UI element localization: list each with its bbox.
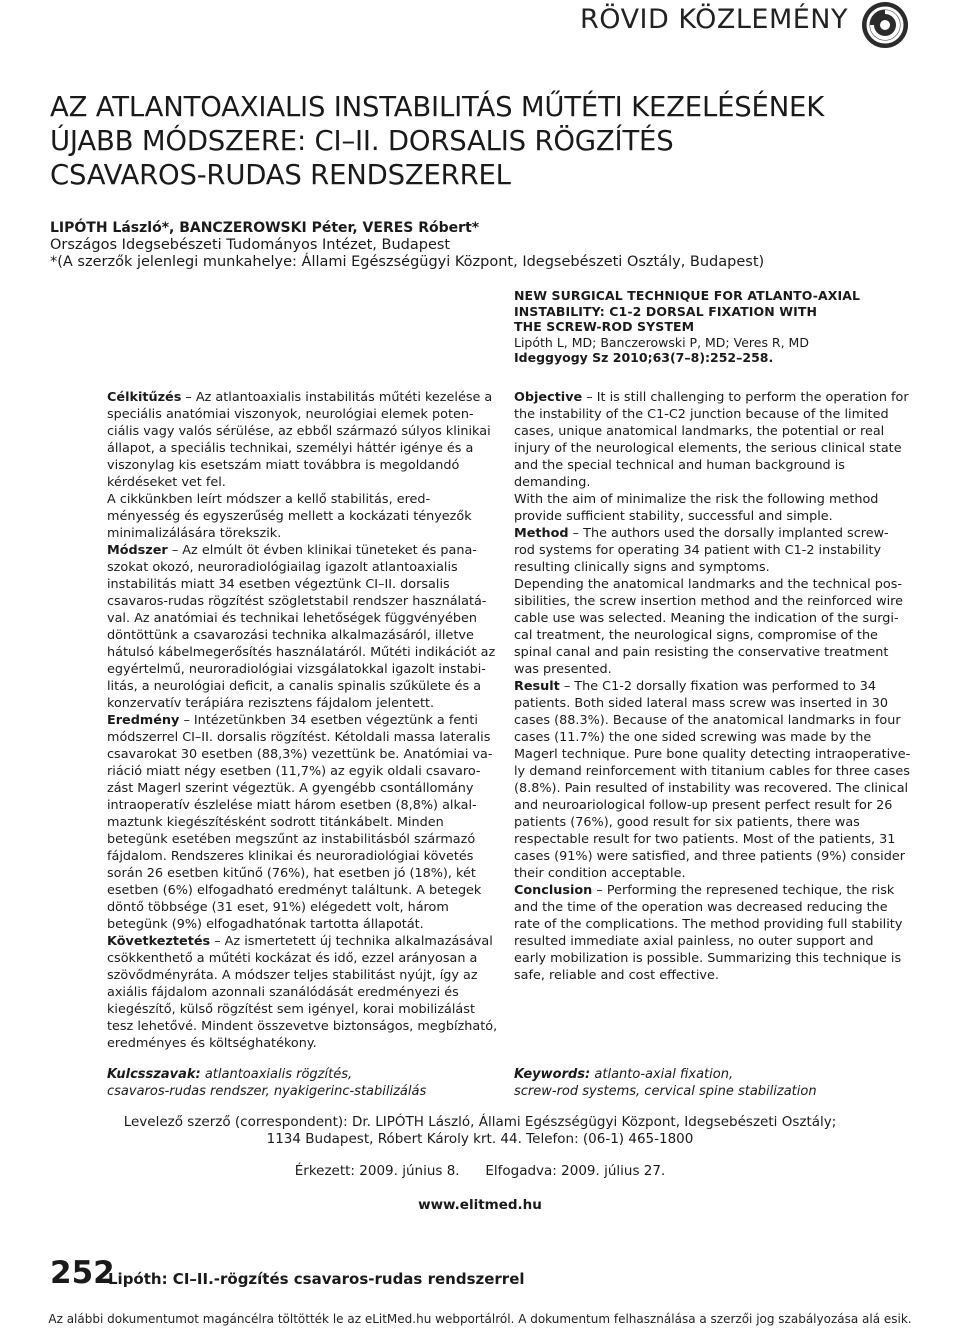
article-title	[50, 90, 910, 192]
author-names: LIPÓTH László*, BANCZEROWSKI Péter, VERES Róbert*	[50, 220, 480, 236]
received-date: Érkezett: 2009. június 8.	[294, 1163, 460, 1179]
abstract-line: (8.8%). Pain resulted of instability was recovered. The clinical	[514, 781, 909, 796]
abstract-line: során 26 esetben kitűnő (76%), hat esetben jó (18%), két	[107, 866, 476, 881]
abstract-line-row	[514, 389, 909, 406]
abstract-line: was presented.	[514, 662, 612, 677]
abstract-line-row	[107, 933, 493, 950]
abstract-line: instabilitás miatt 34 esetben végeztünk CI–II. dorsalis	[107, 577, 450, 592]
keywords-english	[514, 1066, 817, 1100]
abstract-section-label: Objective	[514, 390, 583, 405]
keywords-text: atlanto-axial fixation,	[594, 1067, 734, 1082]
abstract-paragraph	[514, 491, 899, 525]
abstract-line: módszerrel CI–II. dorsalis rögzítést. Kétoldali massa lateralis	[107, 730, 491, 745]
english-authors: Lipóth L, MD; Banczerowski P, MD; Veres R, MD	[514, 334, 809, 350]
english-title-block	[514, 288, 914, 366]
abstract-line: ciális vagy valós sérülése, az ebből származó súlyos klinikai	[107, 424, 491, 439]
abstract-line: their condition acceptable.	[514, 866, 686, 881]
abstract-line: egyértelmű, neuroradiológiai vizsgálatokkal igazolt instabi-	[107, 662, 486, 677]
download-notice: Az alábbi dokumentumot magáncélra töltötték le az eLitMed.hu webportálról. A dokumentum felhasználása a szerzői jog szabályozása alá esik.	[48, 1312, 912, 1326]
abstract-line: Depending the anatomical landmarks and the technical pos-	[514, 577, 903, 592]
abstract-paragraph	[107, 933, 498, 1052]
abstract-line: cases (11.7%) the one sided screwing was made by the	[514, 730, 872, 745]
keywords-text: screw-rod systems, cervical spine stabilization	[514, 1084, 817, 1099]
section-label: RÖVID KÖZLEMÉNY	[580, 4, 848, 35]
abstract-paragraph	[107, 712, 493, 933]
abstract-line: resulting clinically signs and symptoms.	[514, 560, 770, 575]
keywords-text: atlantoaxialis rögzítés,	[204, 1067, 353, 1082]
abstract-section-label: Módszer	[107, 543, 168, 558]
abstract-line: sibilities, the screw insertion method and the reinforced wire	[514, 594, 903, 609]
abstract-line: and the time of the operation was decreased reducing the	[514, 900, 888, 915]
abstract-line: döntő többsége (31 eset, 91%) elégedett volt, három	[107, 900, 449, 915]
keywords-hungarian	[107, 1066, 426, 1100]
abstract-line: csavarokat 30 esetben (88,3%) vezettünk be. Anatómiai va-	[107, 747, 493, 762]
abstract-line: kiegészítő, külső rögzítést sem igényel, korai mobilizálást	[107, 1002, 475, 1017]
abstract-line: döntöttünk a csavarozási technika alkalmazásáról, illetve	[107, 628, 474, 643]
abstract-line: With the aim of minimalize the risk the following method	[514, 492, 879, 507]
abstract-line: cal treatment, the neurological signs, compromise of the	[514, 628, 878, 643]
abstract-section-label: Következtetés	[107, 934, 211, 949]
abstract-line: – It is still challenging to perform the operation for	[586, 390, 909, 405]
author-affiliation: Országos Idegsebészeti Tudományos Intézet, Budapest	[50, 237, 451, 253]
journal-spiral-logo-icon	[860, 0, 910, 50]
abstract-section-label: Method	[514, 526, 569, 541]
abstract-line: A cikkünkben leírt módszer a kellő stabilitás, ered-	[107, 492, 431, 507]
abstract-line-row	[514, 678, 899, 695]
abstract-line-row	[107, 389, 493, 406]
english-title-line: THE SCREW-ROD SYSTEM	[514, 319, 695, 334]
abstract-line: cases, unique anatomical landmarks, the potential or real	[514, 424, 885, 439]
abstract-section-label: Célkitűzés	[107, 390, 182, 405]
abstract-line: rate of the complications. The method providing full stability	[514, 917, 903, 932]
abstract-line: patients (76%), good result for six patients, there was	[514, 815, 860, 830]
abstract-line: and the special technical and human background is	[514, 458, 845, 473]
abstract-line: csökkenthető a műtéti kockázat és idő, ezzel arányosan a	[107, 951, 478, 966]
abstract-line: – Intézetünkben 34 esetben végeztünk a fenti	[183, 713, 478, 728]
title-line: ÚJABB MÓDSZERE: CI–II. DORSALIS RÖGZÍTÉS	[50, 125, 674, 157]
keywords-text: csavaros-rudas rendszer, nyakigerinc-stabilizálás	[107, 1084, 427, 1099]
abstract-paragraph	[514, 576, 903, 678]
dates	[0, 1163, 960, 1179]
abstract-line: viszonylag kis esetszám miatt továbbra is megoldandó	[107, 458, 460, 473]
abstract-line: patients. Both sided lateral mass screw was inserted in 30	[514, 696, 888, 711]
title-line: AZ ATLANTOAXIALIS INSTABILITÁS MŰTÉTI KEZELÉSÉNEK	[50, 91, 825, 123]
abstract-line: provide sufficient stability, successful and simple.	[514, 509, 833, 524]
abstract-line: – Az atlantoaxialis instabilitás műtéti kezelése a	[185, 390, 493, 405]
abstract-line: the instability of the C1-C2 junction because of the limited	[514, 407, 889, 422]
abstract-line: állapot, a speciális technikai, személyi háttér igénye és a	[107, 441, 474, 456]
abstract-line: litás, a neurológiai deficit, a canalis spinalis szűkülete és a	[107, 679, 482, 694]
abstract-line: esetben (6%) elfogadható eredményt találtunk. A betegek	[107, 883, 482, 898]
abstract-paragraph	[514, 525, 899, 576]
running-title: Lipóth: CI–II.-rögzítés csavaros-rudas rendszerrel	[108, 1270, 525, 1288]
abstract-line: safe, reliable and cost effective.	[514, 968, 719, 983]
abstract-line: konzervatív terápiára rezisztens fájdalom jelentett.	[107, 696, 435, 711]
abstract-line: fájdalom. Rendszeres klinikai és neuroradiológiai követés	[107, 849, 474, 864]
abstract-line: – Performing the represened techique, the risk	[596, 883, 895, 898]
abstract-line: tesz lehetővé. Mindent összevetve biztonságos, megbízható,	[107, 1019, 498, 1034]
abstract-line: val. Az anatómiai és technikai lehetőségek függvényében	[107, 611, 477, 626]
keywords-label: Keywords:	[514, 1067, 591, 1082]
abstract-line: maztunk kiegészítésként sodrott titánkábelt. Minden	[107, 815, 444, 830]
abstract-section-label: Eredmény	[107, 713, 180, 728]
abstract-line: riáció miatt négy esetben (11,7%) az egyik oldali csavaro-	[107, 764, 481, 779]
abstract-line: demanding.	[514, 475, 591, 490]
abstract-paragraph	[514, 389, 909, 491]
title-line: CSAVAROS-RUDAS RENDSZERREL	[50, 159, 511, 191]
abstract-hungarian	[107, 389, 498, 1052]
abstract-line: szövődményráta. A módszer teljes stabilitást nyújt, így az	[107, 968, 478, 983]
abstract-line: – The C1-2 dorsally fixation was performed to 34	[563, 679, 877, 694]
abstract-line: cases (88.3%). Because of the anatomical landmarks in four	[514, 713, 901, 728]
correspondence	[0, 1114, 960, 1148]
website-link[interactable]: www.elitmed.hu	[418, 1197, 542, 1213]
abstract-paragraph	[107, 542, 496, 712]
abstract-english	[514, 389, 911, 984]
accepted-date: Elfogadva: 2009. július 27.	[485, 1163, 666, 1179]
abstract-line: intraoperatív észlelése miatt három esetben (8,8%) alkal-	[107, 798, 477, 813]
abstract-line: zást Magerl szerint végeztük. A gyengébb csontállomány	[107, 781, 474, 796]
abstract-line: axiális fájdalom azonnali szanálódását eredményezi és	[107, 985, 459, 1000]
abstract-line: betegünk esetében megszűnt az instabilitásból származó	[107, 832, 476, 847]
abstract-line: szokat okozó, neuroradiológiailag igazolt atlantoaxialis	[107, 560, 458, 575]
abstract-line: and neuroariological follow-up present perfect result for 26	[514, 798, 893, 813]
abstract-line: – Az ismertetett új technika alkalmazásával	[214, 934, 493, 949]
abstract-line: Magerl technique. Pure bone quality detecting intraoperative-	[514, 747, 911, 762]
abstract-line: kérdéseket vet fel.	[107, 475, 226, 490]
abstract-line-row	[514, 882, 899, 899]
abstract-paragraph	[107, 491, 485, 542]
abstract-line: ly demand reinforcement with titanium cables for three cases	[514, 764, 910, 779]
english-title-line: NEW SURGICAL TECHNIQUE FOR ATLANTO-AXIAL	[514, 288, 861, 303]
abstract-section-label: Conclusion	[514, 883, 593, 898]
abstract-line: injury of the neurological elements, the serious clinical state	[514, 441, 902, 456]
abstract-line-row	[107, 542, 485, 559]
page-number: 252	[50, 1255, 115, 1291]
abstract-section-label: Result	[514, 679, 560, 694]
abstract-line: – The authors used the dorsally implanted screw-	[572, 526, 889, 541]
abstract-line: speciális anatómiai viszonyok, neurológiai elemek poten-	[107, 407, 474, 422]
abstract-line-row	[514, 525, 899, 542]
abstract-line: spinal canal and pain resisting the conservative treatment	[514, 645, 889, 660]
keywords-label: Kulcsszavak:	[107, 1067, 201, 1082]
abstract-line: csavaros-rudas rögzítést szögletstabil rendszer használatá-	[107, 594, 487, 609]
abstract-line: – Az elmúlt öt évben klinikai tüneteket és pana-	[171, 543, 477, 558]
abstract-line: resulted immediate axial painless, no outer support and	[514, 934, 874, 949]
abstract-paragraph	[514, 678, 911, 882]
abstract-line: hátulsó kábelmegerősítés használatáról. Műtéti indikációt az	[107, 645, 496, 660]
abstract-line: cable use was selected. Meaning the indication of the surgi-	[514, 611, 899, 626]
correspondence-line: 1134 Budapest, Róbert Károly krt. 44. Telefon: (06-1) 465-1800	[266, 1131, 694, 1147]
journal-citation: Ideggyogy Sz 2010;63(7–8):252–258.	[514, 350, 774, 365]
correspondence-line: Levelező szerző (correspondent): Dr. LIPÓTH László, Állami Egészségügyi Központ, Idegsebészeti Osztály;	[123, 1114, 837, 1130]
abstract-line: respectable result for two patients. Most of the patients, 31	[514, 832, 896, 847]
abstract-paragraph	[107, 389, 493, 491]
abstract-paragraph	[514, 882, 903, 984]
authors-block	[50, 220, 764, 271]
abstract-line: ményesség és egyszerűség mellett a kockázati tényezők	[107, 509, 472, 524]
abstract-line: betegünk (9%) elfogadhatónak tartotta állapotát.	[107, 917, 424, 932]
abstract-line: minimalizálására törekszik.	[107, 526, 282, 541]
abstract-line: eredményes és költséghatékony.	[107, 1036, 317, 1051]
abstract-line: rod systems for operating 34 patient with C1-2 instability	[514, 543, 882, 558]
abstract-line: cases (91%) were satisfied, and three patients (9%) consider	[514, 849, 905, 864]
abstract-line-row	[107, 712, 485, 729]
english-title-line: INSTABILITY: C1-2 DORSAL FIXATION WITH	[514, 303, 818, 319]
author-affiliation-note: *(A szerzők jelenlegi munkahelye: Állami Egészségügyi Központ, Idegsebészeti Osztály, Budapest)	[50, 254, 765, 270]
abstract-line: early mobilization is possible. Summarizing this technique is	[514, 951, 902, 966]
